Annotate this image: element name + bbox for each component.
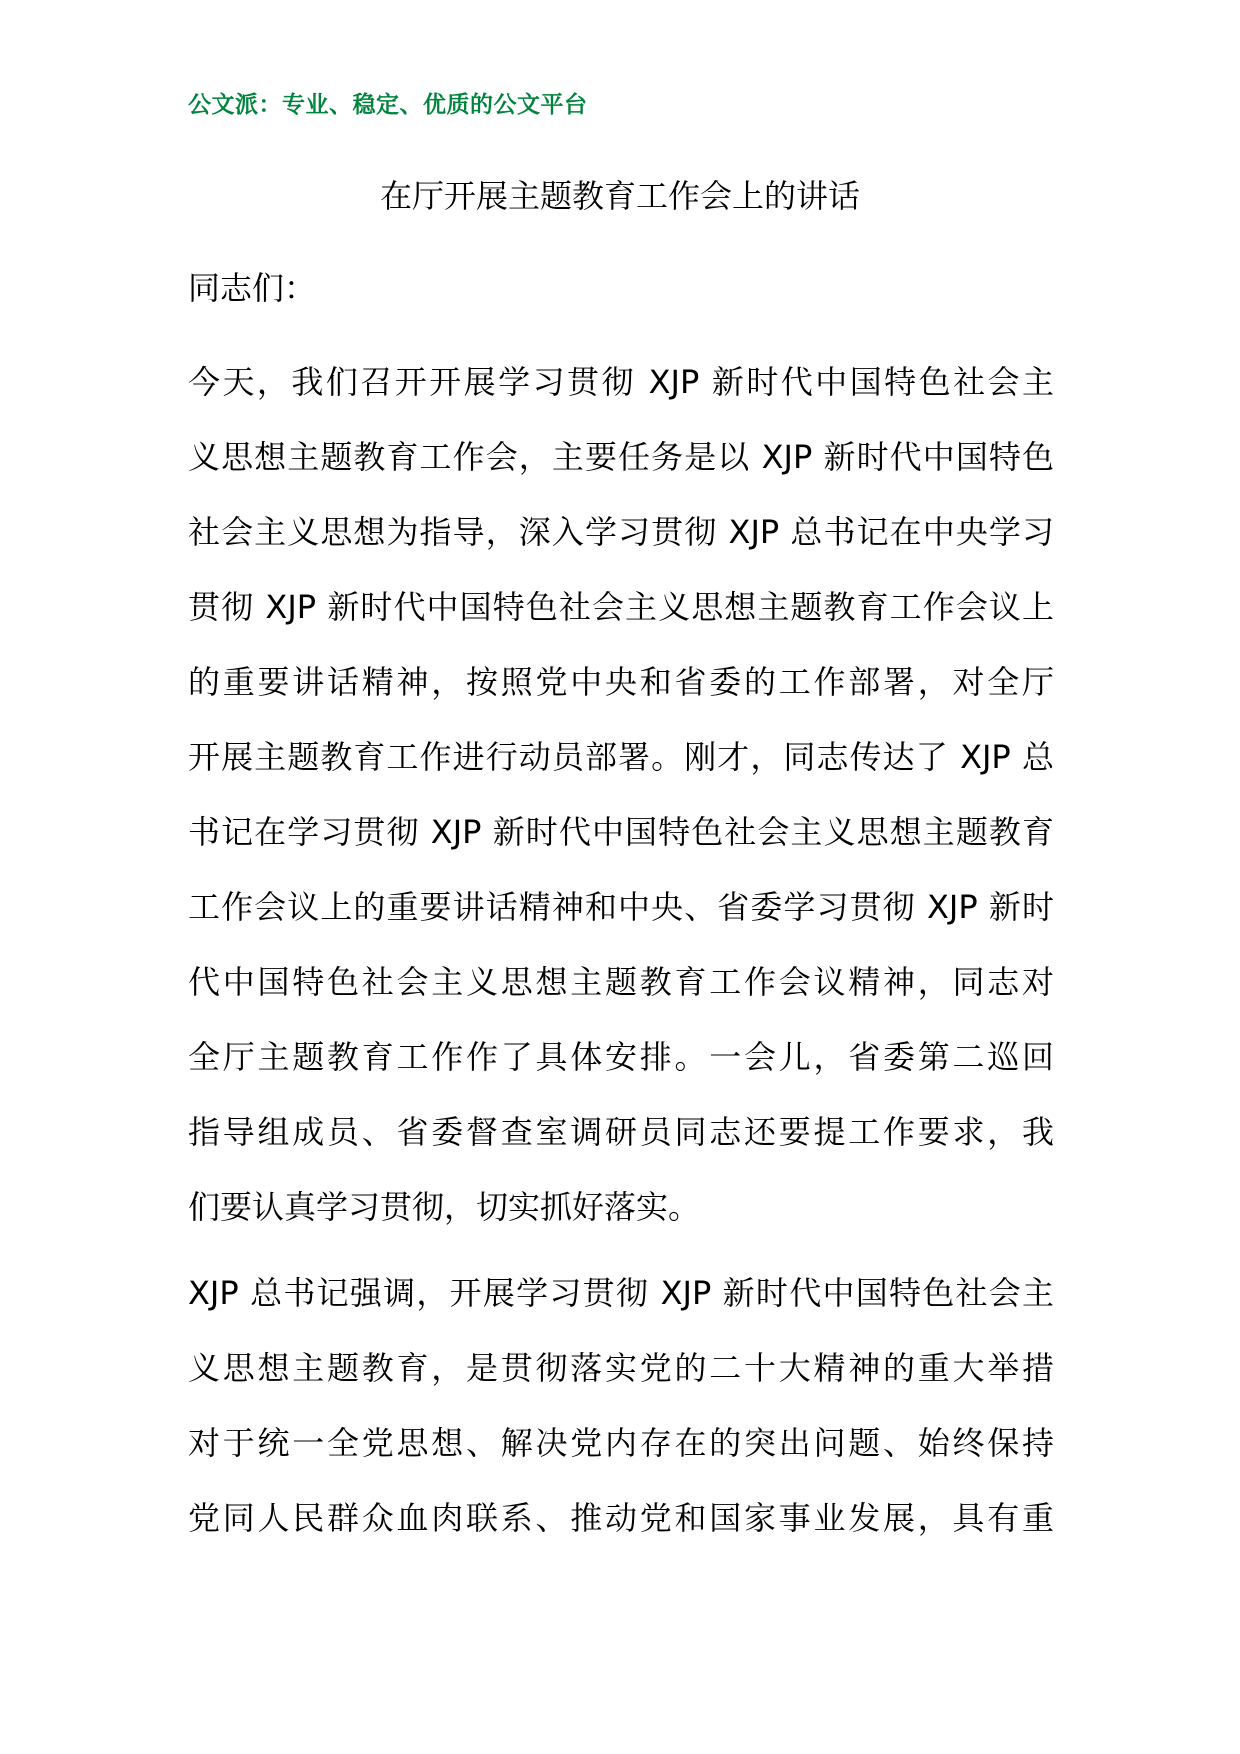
paragraph-line: 贯彻 XJP 新时代中国特色社会主义思想主题教育工作会议上 (188, 588, 1054, 626)
paragraph-line: 指导组成员、省委督查室调研员同志还要提工作要求，我 (188, 1113, 1054, 1151)
document-title: 在厅开展主题教育工作会上的讲话 (379, 177, 860, 215)
paragraph-line: 党同人民群众血肉联系、推动党和国家事业发展，具有重 (188, 1499, 1054, 1537)
paragraph-line: 开展主题教育工作进行动员部署。刚才，同志传达了 XJP 总 (188, 738, 1054, 776)
paragraph-line: 工作会议上的重要讲话精神和中央、省委学习贯彻 XJP 新时 (188, 888, 1054, 926)
paragraph-line: 义思想主题教育工作会，主要任务是以 XJP 新时代中国特色 (188, 438, 1054, 476)
paragraph-1 (188, 345, 1054, 1245)
paragraph-line: 代中国特色社会主义思想主题教育工作会议精神，同志对 (188, 963, 1054, 1001)
header-banner: 公文派：专业、稳定、优质的公文平台 (188, 92, 588, 118)
paragraph-line: XJP 总书记强调，开展学习贯彻 XJP 新时代中国特色社会主 (188, 1274, 1054, 1312)
paragraph-line: 义思想主题教育，是贯彻落实党的二十大精神的重大举措 (188, 1349, 1054, 1387)
paragraph-line: 全厅主题教育工作作了具体安排。一会儿，省委第二巡回 (188, 1038, 1054, 1076)
paragraph-line: 的重要讲话精神，按照党中央和省委的工作部署，对全厅 (188, 663, 1054, 701)
paragraph-2 (188, 1256, 1054, 1556)
paragraph-line: 对于统一全党思想、解决党内存在的突出问题、始终保持 (188, 1424, 1054, 1462)
salutation: 同志们： (188, 269, 317, 307)
paragraph-line: 们要认真学习贯彻，切实抓好落实。 (188, 1188, 701, 1226)
paragraph-line: 书记在学习贯彻 XJP 新时代中国特色社会主义思想主题教育 (188, 813, 1054, 851)
paragraph-line: 社会主义思想为指导，深入学习贯彻 XJP 总书记在中央学习 (188, 513, 1054, 551)
paragraph-line: 今天，我们召开开展学习贯彻 XJP 新时代中国特色社会主 (188, 363, 1054, 401)
